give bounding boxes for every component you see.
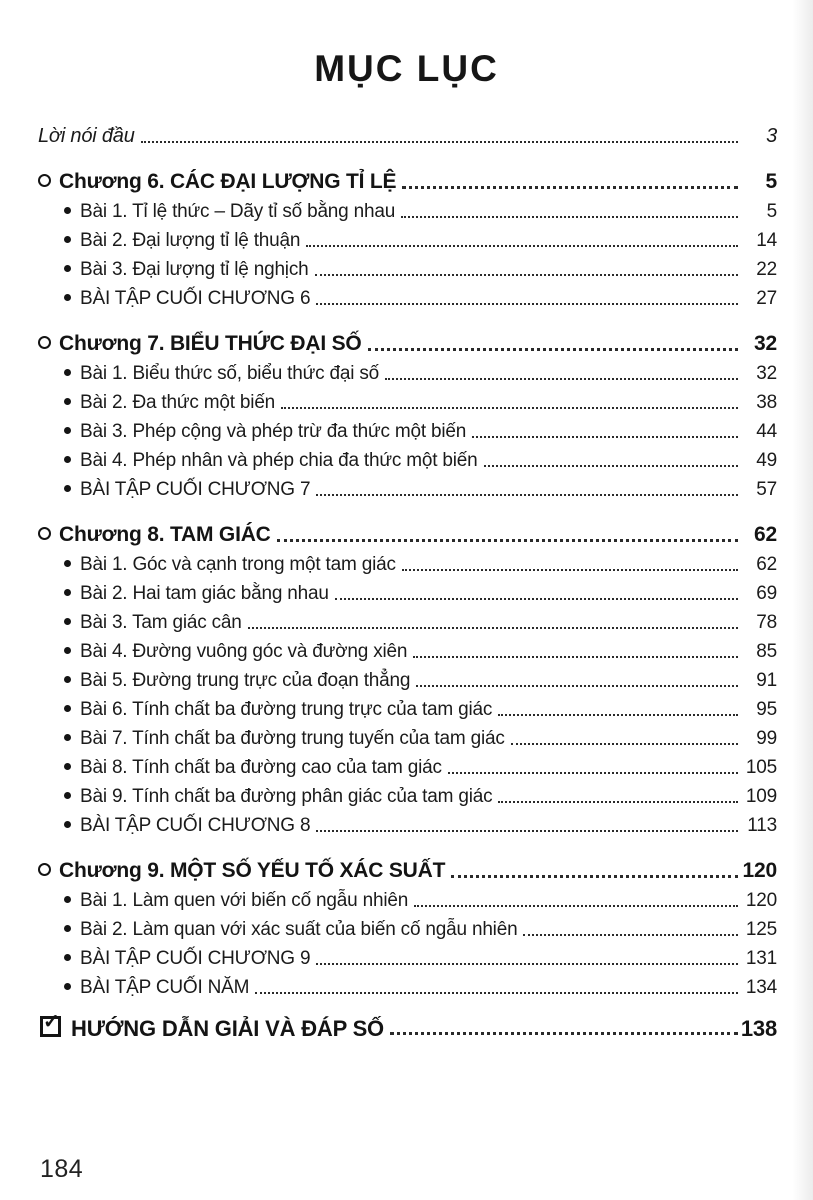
dot-leader [414, 905, 738, 907]
toc-entry-page: 5 [766, 201, 777, 223]
toc-item-row [38, 194, 777, 223]
dot-leader [316, 830, 738, 832]
dot-leader [498, 801, 738, 803]
toc-item-row [38, 576, 777, 605]
dot-leader [472, 436, 738, 438]
bullet-icon [64, 896, 71, 903]
toc-entry-page: 134 [745, 977, 777, 999]
toc-entry-page: 44 [756, 421, 777, 443]
dot-leader [451, 875, 738, 878]
toc-entry-page: 49 [756, 450, 777, 472]
dot-leader [335, 598, 738, 600]
toc-entry-label: Bài 9. Tính chất ba đường phân giác của tam giác [80, 786, 493, 808]
toc-entry-label: Bài 5. Đường trung trực của đoạn thẳng [80, 670, 411, 692]
toc-chapter-page: 62 [754, 522, 777, 546]
toc-entry-page: 105 [745, 757, 777, 779]
page-number-footer: 184 [40, 1155, 84, 1183]
bullet-icon [64, 265, 71, 272]
toc-entry-page: 109 [745, 786, 777, 808]
table-of-contents [38, 117, 777, 1041]
toc-item-row [38, 414, 777, 443]
bullet-icon [64, 821, 71, 828]
bullet-icon [64, 485, 71, 492]
toc-item-row [38, 547, 777, 576]
dot-leader [413, 656, 738, 658]
dot-leader [316, 303, 738, 305]
toc-chapter-row [38, 324, 777, 356]
toc-chapter-row [38, 515, 777, 547]
toc-item-row [38, 970, 777, 999]
circle-outline-icon [38, 336, 51, 349]
dot-leader [484, 465, 738, 467]
dot-leader [255, 992, 738, 994]
toc-item-row [38, 252, 777, 281]
toc-entry-label: Bài 1. Góc và cạnh trong một tam giác [80, 554, 396, 576]
toc-entry-label: Bài 3. Phép cộng và phép trừ đa thức một biến [80, 421, 467, 443]
bullet-icon [64, 647, 71, 654]
dot-leader [277, 539, 738, 542]
toc-item-row [38, 912, 777, 941]
toc-entry-label: Bài 4. Phép nhân và phép chia đa thức một biến [80, 450, 478, 472]
toc-entry-label: Bài 3. Tam giác cân [80, 612, 242, 634]
dot-leader [498, 714, 738, 716]
dot-leader [315, 274, 739, 276]
toc-entry-label: Lời nói đầu [38, 125, 135, 147]
toc-item-row [38, 721, 777, 750]
toc-item-row [38, 634, 777, 663]
dot-leader [248, 627, 738, 629]
toc-entry-label: Bài 4. Đường vuông góc và đường xiên [80, 641, 408, 663]
toc-item-row [38, 281, 777, 310]
circle-outline-icon [38, 174, 51, 187]
bullet-icon [64, 207, 71, 214]
dot-leader [416, 685, 738, 687]
toc-item-row [38, 443, 777, 472]
dot-leader [316, 963, 738, 965]
toc-entry-label: Bài 2. Đại lượng tỉ lệ thuận [80, 230, 301, 252]
toc-entry-label: HƯỚNG DẪN GIẢI VÀ ĐÁP SỐ [71, 1015, 384, 1041]
bullet-icon [64, 589, 71, 596]
bullet-icon [64, 676, 71, 683]
toc-entry-label: BÀI TẬP CUỐI CHƯƠNG 9 [80, 948, 311, 970]
bullet-icon [64, 294, 71, 301]
toc-entry-label: Bài 8. Tính chất ba đường cao của tam giác [80, 757, 442, 779]
toc-entry-page: 27 [756, 288, 777, 310]
toc-entry-page: 32 [756, 363, 777, 385]
toc-entry-label: Bài 6. Tính chất ba đường trung trực của tam giác [80, 699, 493, 721]
toc-entry-page: 138 [740, 1015, 777, 1041]
toc-entry-label: Bài 2. Làm quan với xác suất của biến cố ngẫu nhiên [80, 919, 518, 941]
bullet-icon [64, 427, 71, 434]
toc-entry-page: 78 [756, 612, 777, 634]
toc-entry-page: 113 [747, 815, 777, 837]
dot-leader [281, 407, 738, 409]
toc-entry-page: 38 [756, 392, 777, 414]
dot-leader [523, 934, 738, 936]
toc-entry-label: BÀI TẬP CUỐI CHƯƠNG 6 [80, 288, 311, 310]
bullet-icon [64, 734, 71, 741]
toc-entry-label: Bài 1. Tỉ lệ thức – Dãy tỉ số bằng nhau [80, 201, 396, 223]
toc-item-row [38, 223, 777, 252]
toc-entry-page: 120 [745, 890, 777, 912]
dot-leader [402, 186, 738, 189]
dot-leader [141, 141, 738, 143]
toc-entry-page: 91 [756, 670, 777, 692]
toc-entry-page: 95 [756, 699, 777, 721]
toc-entry-label: BÀI TẬP CUỐI CHƯƠNG 8 [80, 815, 311, 837]
bullet-icon [64, 792, 71, 799]
bullet-icon [64, 925, 71, 932]
toc-entry-page: 62 [756, 554, 777, 576]
bullet-icon [64, 618, 71, 625]
checkmark-icon: ✓ [43, 1011, 60, 1033]
toc-final-row [38, 1005, 777, 1041]
toc-preface-row [38, 117, 777, 148]
toc-entry-page: 125 [745, 919, 777, 941]
toc-entry-page: 99 [756, 728, 777, 750]
toc-chapter-page: 120 [742, 858, 777, 882]
toc-entry-page: 22 [756, 259, 777, 281]
dot-leader [401, 216, 738, 218]
toc-entry-label: BÀI TẬP CUỐI CHƯƠNG 7 [80, 479, 311, 501]
toc-item-row [38, 941, 777, 970]
bullet-icon [64, 369, 71, 376]
dot-leader [448, 772, 738, 774]
toc-entry-label: Bài 1. Làm quen với biến cố ngẫu nhiên [80, 890, 409, 912]
dot-leader [368, 348, 738, 351]
toc-item-row [38, 472, 777, 501]
page-title: MỤC LỤC [314, 48, 499, 89]
bullet-icon [64, 398, 71, 405]
dot-leader [306, 245, 738, 247]
toc-chapter-label: Chương 6. CÁC ĐẠI LƯỢNG TỈ LỆ [59, 169, 397, 193]
bullet-icon [64, 456, 71, 463]
toc-chapter-label: Chương 7. BIỂU THỨC ĐẠI SỐ [59, 331, 362, 355]
toc-chapter-label: Chương 8. TAM GIÁC [59, 522, 271, 546]
toc-entry-label: Bài 2. Đa thức một biến [80, 392, 276, 414]
toc-entry-page: 14 [756, 230, 777, 252]
circle-outline-icon [38, 527, 51, 540]
dot-leader [511, 743, 738, 745]
toc-item-row [38, 692, 777, 721]
dot-leader [390, 1032, 738, 1035]
toc-entry-label: Bài 1. Biểu thức số, biểu thức đại số [80, 363, 379, 385]
toc-entry-page: 3 [766, 125, 777, 147]
toc-chapter-page: 5 [765, 169, 777, 193]
toc-item-row [38, 356, 777, 385]
toc-chapter-row [38, 851, 777, 883]
toc-entry-page: 131 [745, 948, 777, 970]
dot-leader [316, 494, 738, 496]
bullet-icon [64, 983, 71, 990]
dot-leader [385, 378, 738, 380]
toc-item-row [38, 663, 777, 692]
toc-entry-page: 57 [756, 479, 777, 501]
toc-entry-label: Bài 3. Đại lượng tỉ lệ nghịch [80, 259, 309, 281]
toc-item-row [38, 385, 777, 414]
bullet-icon [64, 236, 71, 243]
toc-item-row [38, 779, 777, 808]
toc-entry-label: BÀI TẬP CUỐI NĂM [80, 977, 250, 999]
toc-chapter-row [38, 162, 777, 194]
toc-item-row [38, 750, 777, 779]
bullet-icon [64, 954, 71, 961]
toc-entry-page: 69 [756, 583, 777, 605]
checkbox-checked-icon [40, 1011, 61, 1037]
bullet-icon [64, 560, 71, 567]
toc-chapter-page: 32 [754, 331, 777, 355]
toc-chapter-label: Chương 9. MỘT SỐ YẾU TỐ XÁC SUẤT [59, 858, 446, 882]
toc-entry-page: 85 [756, 641, 777, 663]
dot-leader [402, 569, 738, 571]
toc-entry-label: Bài 7. Tính chất ba đường trung tuyến của tam giác [80, 728, 505, 750]
circle-outline-icon [38, 863, 51, 876]
bullet-icon [64, 705, 71, 712]
toc-item-row [38, 808, 777, 837]
toc-item-row [38, 883, 777, 912]
toc-entry-label: Bài 2. Hai tam giác bằng nhau [80, 583, 329, 605]
toc-item-row [38, 605, 777, 634]
bullet-icon [64, 763, 71, 770]
